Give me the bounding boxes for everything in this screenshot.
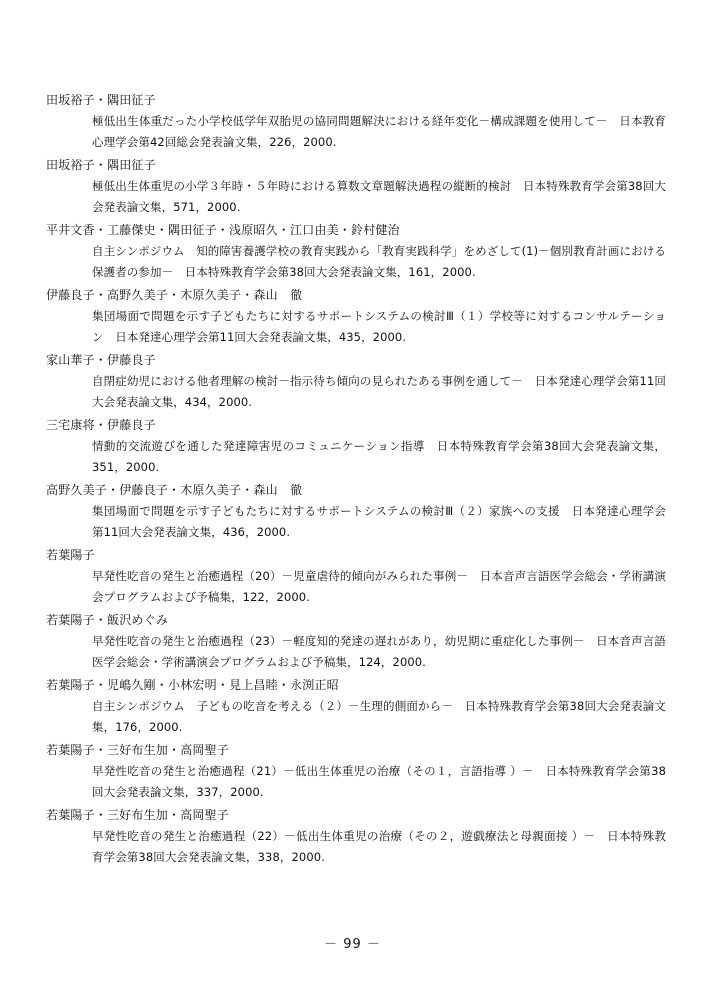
reference-entry xyxy=(46,807,666,868)
reference-entry xyxy=(46,482,666,543)
reference-citation: 自主シンポジウム 知的障害養護学校の教育実践から「教育実践科学」をめざして(1)－個別教育計画における保護者の参加－ 日本特殊教育学会第38回大会発表論文集，161，2000. xyxy=(92,244,666,279)
reference-citation: 極低出生体重児の小学３年時・５年時における算数文章題解決過程の縦断的検討 日本特殊教育学会第38回大会発表論文集，571，2000. xyxy=(92,179,666,214)
reference-authors: 若葉陽子・飯沢めぐみ xyxy=(46,613,169,627)
reference-entry xyxy=(46,92,666,153)
reference-citation: 早発性吃音の発生と治癒過程（23）－軽度知的発達の遅れがあり，幼児期に重症化した事例－ 日本音声言語医学会総会・学術講演会プログラムおよび予稿集，124，2000. xyxy=(92,634,666,669)
reference-authors: 三宅康将・伊藤良子 xyxy=(46,418,156,432)
reference-entry xyxy=(46,287,666,348)
reference-authors: 高野久美子・伊藤良子・木原久美子・森山 徹 xyxy=(46,483,303,497)
reference-citation: 早発性吃音の発生と治癒過程（22）－低出生体重児の治療（その２，遊戯療法と母親面接 ）－ 日本特殊教育学会第38回大会発表論文集，338，2000. xyxy=(92,829,666,864)
reference-citation: 自閉症幼児における他者理解の検討－指示待ち傾向の見られたある事例を通して－ 日本発達心理学会第11回大会発表論文集，434，2000. xyxy=(92,374,666,409)
reference-entry xyxy=(46,547,666,608)
reference-authors: 若葉陽子・児嶋久剛・小林宏明・見上昌睦・永渕正昭 xyxy=(46,678,339,692)
reference-citation: 早発性吃音の発生と治癒過程（21）－低出生体重児の治療（その１，言語指導 ）－ 日本特殊教育学会第38回大会発表論文集，337，2000. xyxy=(92,764,666,799)
reference-citation: 集団場面で問題を示す子どもたちに対するサポートシステムの検討Ⅲ（１）学校等に対するコンサルテーション 日本発達心理学会第11回大会発表論文集，435，2000. xyxy=(92,309,666,344)
reference-authors: 田坂裕子・隅田征子 xyxy=(46,158,156,172)
reference-citation: 早発性吃音の発生と治癒過程（20）－児童虐待的傾向がみられた事例－ 日本音声言語医学会総会・学術講演会プログラムおよび予稿集，122，2000. xyxy=(92,569,666,604)
reference-authors: 若葉陽子・三好布生加・高岡聖子 xyxy=(46,808,230,822)
reference-entry xyxy=(46,352,666,413)
reference-authors: 平井文香・工藤傑史・隅田征子・浅原昭久・江口由美・鈴村健治 xyxy=(46,223,400,237)
reference-entry xyxy=(46,222,666,283)
reference-entry xyxy=(46,157,666,218)
reference-authors: 伊藤良子・高野久美子・木原久美子・森山 徹 xyxy=(46,288,303,302)
reference-citation: 情動的交流遊びを通した発達障害児のコミュニケーション指導 日本特殊教育学会第38回大会発表論文集，351，2000. xyxy=(92,439,666,474)
reference-citation: 極低出生体重だった小学校低学年双胎児の協同問題解決における経年変化－構成課題を使用して－ 日本教育心理学会第42回総会発表論文集，226，2000. xyxy=(92,114,666,149)
reference-entry xyxy=(46,742,666,803)
reference-authors: 若葉陽子 xyxy=(46,548,95,562)
reference-authors: 田坂裕子・隅田征子 xyxy=(46,93,156,107)
reference-citation: 自主シンポジウム 子どもの吃音を考える（２）－生理的側面から－ 日本特殊教育学会第38回大会発表論文集，176，2000. xyxy=(92,699,666,734)
reference-entry xyxy=(46,612,666,673)
page-number: － 99 － xyxy=(324,937,381,952)
reference-entry xyxy=(46,417,666,478)
reference-entry xyxy=(46,677,666,738)
reference-citation: 集団場面で問題を示す子どもたちに対するサポートシステムの検討Ⅲ（２）家族への支援 日本発達心理学会第11回大会発表論文集，436，2000. xyxy=(92,504,666,539)
reference-authors: 若葉陽子・三好布生加・高岡聖子 xyxy=(46,743,230,757)
reference-authors: 家山華子・伊藤良子 xyxy=(46,353,156,367)
